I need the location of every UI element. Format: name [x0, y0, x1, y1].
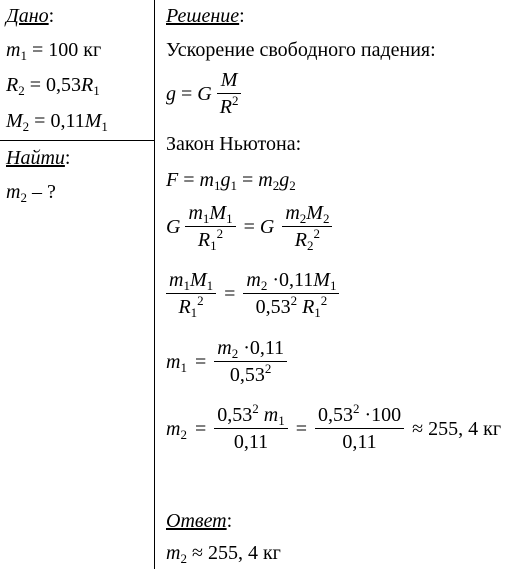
formula-gravity-equality: G $\frac{m_1M_1}{R_1^2}$ = G $\frac{m_2M_2}{R_2^2}$ — [166, 203, 332, 251]
formula-force: $F = m_1g_1 = m_2g_2$ — [166, 169, 296, 193]
vertical-divider — [154, 0, 155, 569]
find-m2: $m_2$ – ? — [6, 181, 56, 205]
formula-m2-result: $m_2$ = $\frac{0,53^2 m_1}{0,11}$ = $\frac{0,53^2 \cdot 100}{0,11}$ ≈ 255, 4 кг — [166, 401, 502, 453]
answer-value: $m_2 \approx 255$, 4 кг — [166, 542, 281, 566]
given-find-divider — [0, 140, 154, 141]
given-r2: $R_2 = 0,53R_1$ — [6, 74, 100, 98]
answer-header: Ответ: — [166, 510, 233, 532]
formula-g: g = G $\frac{M}{R^2}$ — [166, 70, 241, 118]
formula-m1: $m_1$ = $\frac{m_2 \cdot 0,11}{0,53^2}$ — [166, 338, 287, 386]
find-header: Найти: — [6, 147, 71, 169]
gravity-title: Ускорение свободного падения: — [166, 39, 436, 61]
given-header: Дано: — [6, 5, 55, 27]
solution-header: Решение: — [166, 5, 245, 27]
given-m1: $m_1 = 100$ кг — [6, 39, 102, 63]
given-m2: $M_2 = 0,11M_1$ — [6, 110, 108, 134]
formula-substitution: $\frac{m_1M_1}{R_1^2}$ = $\frac{m_2 \cdot 0,11M_1}{0,53^2 R_1^2}$ — [166, 270, 339, 318]
newton-title: Закон Ньютона: — [166, 133, 302, 155]
